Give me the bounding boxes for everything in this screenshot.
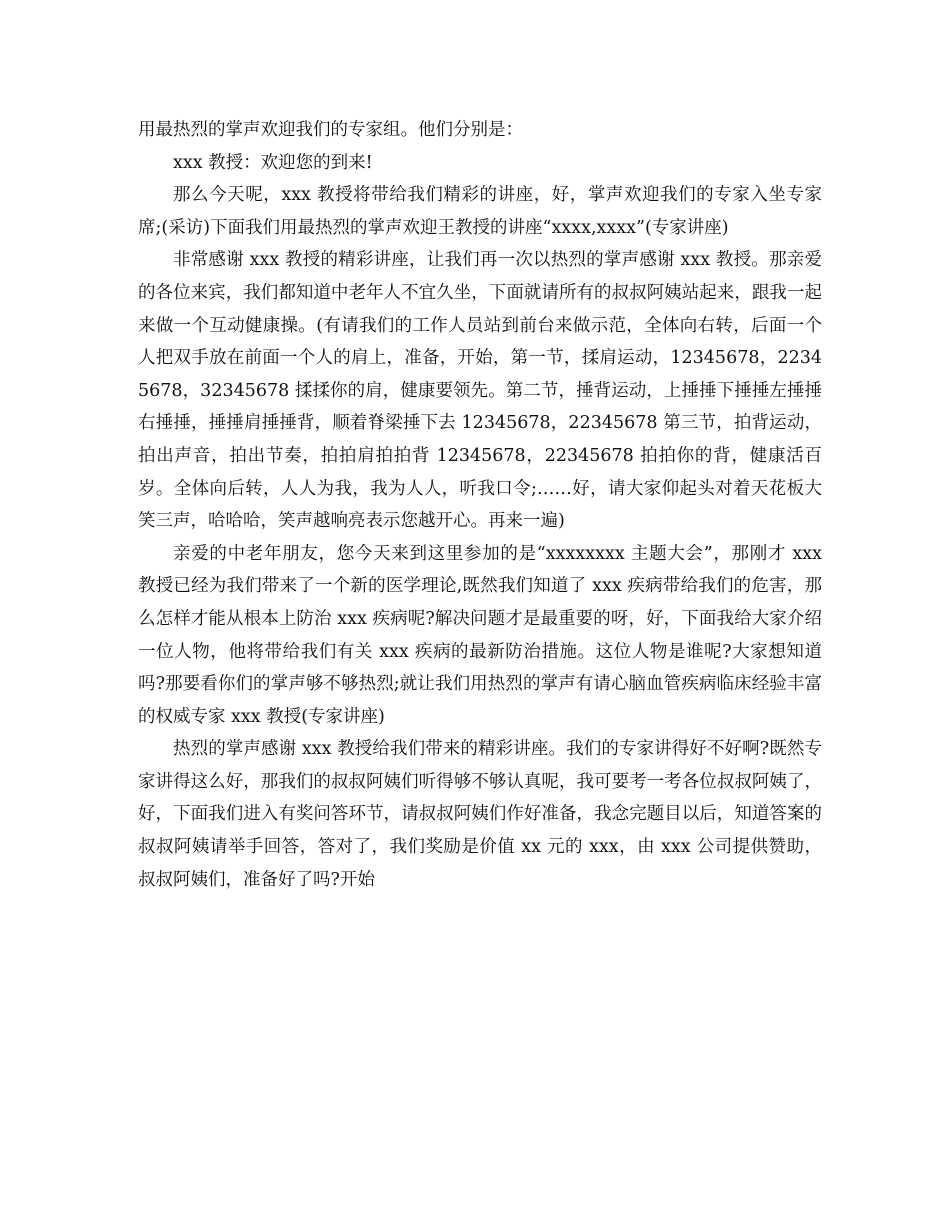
paragraph-welcome-professor: xxx 教授：欢迎您的到来! bbox=[173, 152, 373, 173]
paragraph-intro: 用最热烈的掌声欢迎我们的专家组。他们分别是： bbox=[138, 120, 523, 140]
document-body bbox=[138, 114, 822, 896]
paragraph-health-exercise: 非常感谢 xxx 教授的精彩讲座，让我们再一次以热烈的掌声感谢 xxx 教授。那亲爱的各位来宾，我们都知道中老年人不宜久坐，下面就请所有的叔叔阿姨站起来，跟我一起来做一个互动健康操。(有请我们的工作人员站到前台来做示范，全体向右转，后面一个人把双手放在前面一个人的肩上，准备，开始，第一节，揉肩运动，12345678，22345678，32345678 揉揉你的肩，健康要领先。第二节，捶背运动，上捶捶下捶捶左捶捶右捶捶，捶捶肩捶捶背，顺着脊梁捶下去 12345678，22345678 第三节，拍背运动，拍出声音，拍出节奏，拍拍肩拍拍背 12345678，22345678 拍拍你的背，健康活百岁。全体向后转，人人为我，我为人人，听我口令;……好，请大家仰起头对着天花板大笑三声，哈哈哈，笑声越响亮表示您越开心。再来一遍) bbox=[138, 250, 822, 532]
paragraph-lecture-intro: 那么今天呢，xxx 教授将带给我们精彩的讲座，好，掌声欢迎我们的专家入坐专家席;(采访)下面我们用最热烈的掌声欢迎王教授的讲座“xxxx,xxxx”(专家讲座) bbox=[138, 185, 822, 238]
paragraph-theme-conference: 亲爱的中老年朋友，您今天来到这里参加的是“xxxxxxxx 主题大会”，那刚才 xxx 教授已经为我们带来了一个新的医学理论,既然我们知道了 xxx 疾病带给我们的危害，那么怎样才能从根本上防治 xxx 疾病呢?解决问题才是最重要的呀，好，下面我给大家介绍一位人物，他将带给我们有关 xxx 疾病的最新防治措施。这位人物是谁呢?大家想知道吗?那要看你们的掌声够不够热烈;就让我们用热烈的掌声有请心脑血管疾病临床经验丰富的权威专家 xxx 教授(专家讲座) bbox=[138, 543, 822, 727]
paragraph-quiz-session: 热烈的掌声感谢 xxx 教授给我们带来的精彩讲座。我们的专家讲得好不好啊?既然专家讲得这么好，那我们的叔叔阿姨们听得够不够认真呢，我可要考一考各位叔叔阿姨了，好，下面我们进入有奖问答环节，请叔叔阿姨们作好准备，我念完题目以后，知道答案的叔叔阿姨请举手回答，答对了，我们奖励是价值 xx 元的 xxx，由 xxx 公司提供赞助，叔叔阿姨们，准备好了吗?开始 bbox=[138, 739, 822, 890]
